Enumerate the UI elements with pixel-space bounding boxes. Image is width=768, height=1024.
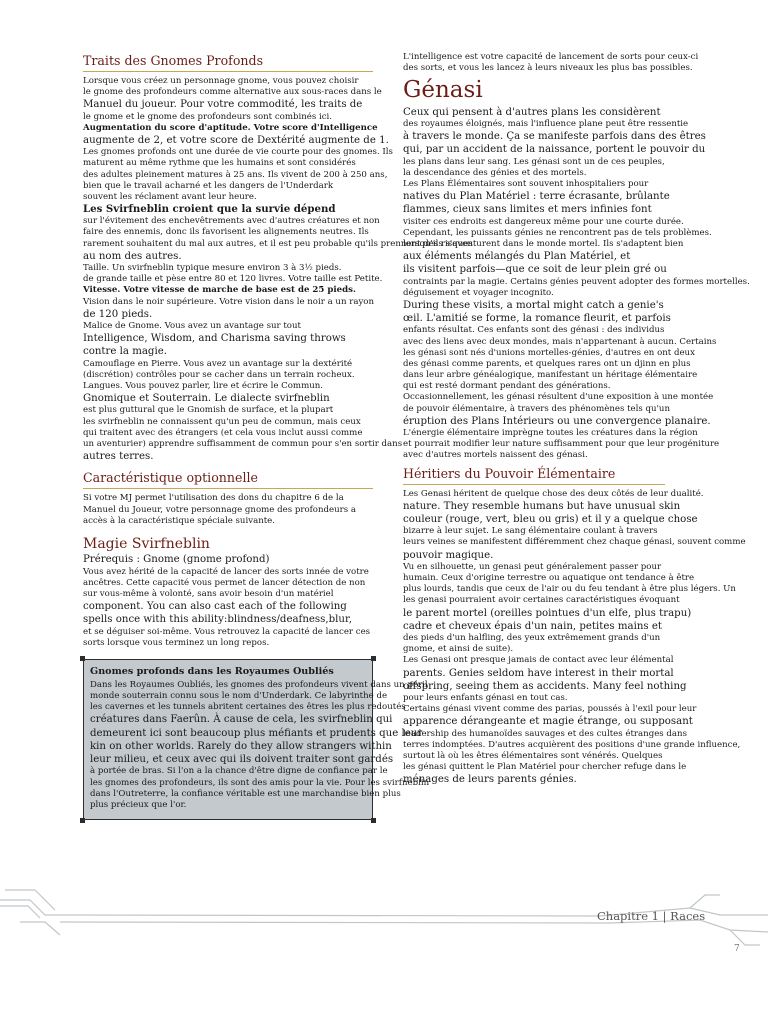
text-line: des génasi comme parents, et quelques rares ont un djinn en plus	[403, 358, 691, 369]
text-line: Gnomique et Souterrain. Le dialecte svirfneblin	[83, 393, 330, 405]
text-line: contraints par la magie. Certains génies peuvent adopter des formes mortelles.	[403, 276, 750, 287]
text-line: Camouflage en Pierre. Vous avez un avantage sur la dextérité	[83, 358, 353, 369]
text-line: la descendance des génies et des mortels.	[403, 167, 587, 178]
text-line: de pouvoir élémentaire, à travers des phénomènes tels qu'un	[403, 403, 671, 414]
text-line: sur l'évitement des enchevêtrements avec d'autres créatures et non	[83, 216, 380, 227]
text-line: Vous avez hérité de la capacité de lancer des sorts innée de votre	[83, 566, 369, 577]
heading-heirs-elemental-power: Héritiers du Pouvoir Élémentaire	[403, 465, 665, 485]
text-line: le gnome des profondeurs comme alternative aux sous-races dans le	[83, 87, 382, 98]
text-line: rarement souhaitent du mal aux autres, et il est peu probable qu'ils prennent des risques	[83, 238, 473, 249]
sidebar-title: Gnomes profonds dans les Royaumes Oubliés	[90, 666, 334, 677]
text-line: L'énergie élémentaire imprègne toutes les créatures dans la région	[403, 428, 698, 439]
right-column	[403, 52, 750, 787]
text-line: des royaumes éloignés, mais l'influence plane peut être ressentie	[403, 118, 689, 129]
text-line: Malice de Gnome. Vous avez un avantage sur tout	[83, 321, 301, 331]
text-line: accès à la caractéristique spéciale suivante.	[83, 515, 276, 526]
text-line: Les Genasi ont presque jamais de contact avec leur élémental	[403, 655, 674, 666]
text-line: Manuel du joueur. Pour votre commodité, les traits de	[83, 99, 363, 111]
text-line: demeurent ici sont beaucoup plus méfiants et prudents que leur	[90, 727, 423, 739]
text-line: Lorsque vous créez un personnage gnome, vous pouvez choisir	[83, 76, 359, 86]
text-line: flammes, cieux sans limites et mers infinies font	[403, 204, 652, 216]
text-line: Prérequis : Gnome (gnome profond)	[83, 554, 270, 566]
text-line: Les Plans Élémentaires sont souvent inhospitaliers pour	[403, 178, 649, 189]
text-line: autres terres.	[83, 451, 154, 463]
genasi-text	[403, 106, 750, 462]
text-line: de 120 pieds.	[83, 308, 153, 320]
text-line: les svirfneblin ne connaissent qu'un peu de commun, mais ceux	[83, 416, 361, 427]
footer-chapter: Chapitre 1 | Races	[597, 909, 706, 923]
intro-text	[403, 52, 699, 74]
text-line: surtout là où les êtres élémentaires sont vénérés. Quelques	[403, 750, 663, 761]
text-line: avec des liens avec deux mondes, mais n'appartenant à aucun. Certains	[403, 336, 717, 347]
text-line: nature. They resemble humans but have unusual skin	[403, 500, 681, 512]
text-line: Occasionnellement, les génasi résultent d'une exposition à une montée	[403, 392, 714, 403]
text-line: Manuel du Joueur, votre personnage gnome des profondeurs a	[83, 504, 356, 515]
text-line: dans leur arbre généalogique, manifestant un héritage élémentaire	[403, 370, 698, 381]
text-line: les plans dans leur sang. Les génasi sont un de ces peuples,	[403, 156, 665, 167]
text-line: Vu en silhouette, un genasi peut généralement passer pour	[403, 561, 662, 572]
text-line: visiter ces endroits est dangereux même pour une courte durée.	[403, 216, 684, 227]
text-line: augmente de 2, et votre score de Dextérité augmente de 1.	[83, 134, 389, 146]
text-line: au nom des autres.	[83, 250, 182, 262]
text-line: Cependant, les puissants génies ne rencontrent pas de tels problèmes.	[403, 227, 712, 238]
text-line: Langues. Vous pouvez parler, lire et écrire le Commun.	[83, 381, 324, 392]
text-line: plus lourds, tandis que ceux de l'air ou du feu tendant à être plus légers. Un	[403, 584, 736, 595]
text-line: During these visits, a mortal might catch a genie's	[403, 299, 664, 311]
text-line: le gnome et le gnome des profondeurs sont combinés ici.	[83, 111, 333, 122]
text-line: lorsqu'ils s'aventurent dans le monde mortel. Ils s'adaptent bien	[403, 238, 684, 249]
heirs-text	[403, 488, 746, 787]
text-line: ménages de leurs parents génies.	[403, 774, 577, 786]
text-line: Si votre MJ permet l'utilisation des dons du chapitre 6 de la	[83, 493, 344, 504]
text-line: Ceux qui pensent à d'autres plans les considèrent	[403, 106, 661, 118]
text-line: de grande taille et pèse entre 80 et 120 livres. Votre taille est Petite.	[83, 274, 383, 285]
text-line: maturent au même rythme que les humains et sont considérés	[83, 158, 356, 169]
text-line: déguisement et voyager incognito.	[403, 287, 554, 298]
text-line: sur vous-même à volonté, sans avoir besoin d'un matériel	[83, 588, 334, 599]
text-line: Taille. Un svirfneblin typique mesure environ 3 à 3½ pieds.	[83, 263, 342, 274]
text-line: Vision dans le noir supérieure. Votre vision dans le noir a un rayon	[83, 296, 375, 307]
text-line: plus précieux que l'or.	[90, 799, 187, 810]
text-line: qui, par un accident de la naissance, portent le pouvoir du	[403, 144, 706, 156]
text-line: souvent les réclament avant leur heure.	[83, 191, 257, 202]
text-line: pour leurs enfants génasi en tout cas.	[403, 693, 568, 704]
text-line: faire des ennemis, donc ils favorisent les alignements neutres. Ils	[83, 227, 369, 238]
text-line: les gnomes des profondeurs, ils sont des amis pour la vie. Pour les svirfneblin	[90, 777, 430, 788]
text-line: Les Svirfneblin croient que la survie dépend	[83, 203, 336, 216]
sidebar-forgotten-realms	[83, 659, 430, 820]
text-line: œil. L'amitié se forme, la romance fleurit, et parfois	[403, 313, 671, 325]
text-line: et se déguiser soi-même. Vous retrouvez la capacité de lancer ces	[83, 626, 371, 637]
text-line: à portée de bras. Si l'on a la chance d'être digne de confiance par le	[90, 766, 388, 777]
text-line: avec d'autres mortels naissent des génasi.	[403, 450, 588, 461]
text-line: gnome, et ainsi de suite).	[403, 644, 514, 655]
text-line: des pieds d'un halfling, des yeux extrêmement grands d'un	[403, 633, 661, 644]
text-line: les cavernes et les tunnels abritent certaines des êtres les plus redoutés	[90, 702, 406, 713]
text-line: monde souterrain connu sous le nom d'Underdark. Ce labyrinthe de	[90, 691, 388, 702]
page-number: 7	[734, 944, 740, 954]
text-line: cadre et cheveux épais d'un nain, petites mains et	[403, 620, 663, 632]
text-line: à travers le monde. Ça se manifeste parfois dans des êtres	[403, 131, 706, 143]
text-line: pouvoir magique.	[403, 549, 494, 561]
text-line: et pourrait modifier leur nature suffisamment pour que leur progéniture	[403, 439, 720, 450]
text-line: des adultes pleinement matures à 25 ans. Ils vivent de 200 à 250 ans,	[83, 169, 388, 180]
text-line: les genasi pourraient avoir certaines caractéristiques évoquant	[403, 595, 680, 606]
text-line: créatures dans Faerûn. À cause de cela, les svirfneblin qui	[90, 714, 393, 726]
text-line: bien que le travail acharné et les dangers de l'Underdark	[83, 180, 334, 191]
text-line: Les gnomes profonds ont une durée de vie courte pour des gnomes. Ils	[83, 147, 393, 158]
text-line: natives du Plan Matériel : terre écrasante, brûlante	[403, 191, 670, 203]
text-line: L'intelligence est votre capacité de lancement de sorts pour ceux-ci	[403, 52, 699, 62]
text-line: ancêtres. Cette capacité vous permet de lancer détection de non	[83, 577, 366, 588]
text-line: parents. Genies seldom have interest in their mortal	[403, 667, 674, 679]
text-line: Intelligence, Wisdom, and Charisma saving throws	[83, 333, 346, 345]
text-line: apparence dérangeante et magie étrange, ou supposant	[403, 716, 693, 728]
sidebar-text	[90, 679, 430, 811]
text-line: qui est resté dormant pendant des générations.	[403, 381, 611, 392]
text-line: aux éléments mélangés du Plan Matériel, et	[403, 251, 631, 263]
text-line: dans l'Outreterre, la confiance véritable est une marchandise bien plus	[90, 788, 401, 799]
text-line: Vitesse. Votre vitesse de marche de base est de 25 pieds.	[83, 285, 356, 296]
magic-text	[83, 553, 373, 649]
heading-optional-feature: Caractéristique optionnelle	[83, 469, 373, 489]
text-line: est plus guttural que le Gnomish de surface, et la plupart	[83, 405, 334, 416]
text-line: Certains génasi vivent comme des parias, poussés à l'exil pour leur	[403, 704, 697, 715]
text-line: leur milieu, et ceux avec qui ils doivent traiter sont gardés	[90, 754, 394, 766]
text-line: humain. Ceux d'origine terrestre ou aquatique ont tendance à être	[403, 573, 695, 584]
heading-svirfneblin-magic: Magie Svirfneblin	[83, 535, 210, 552]
text-line: couleur (rouge, vert, bleu ou gris) et il y a quelque chose	[403, 514, 698, 525]
text-line: leurs veines se manifestent différemment chez chaque génasi, souvent comme	[403, 537, 746, 548]
text-line: offspring, seeing them as accidents. Many feel nothing	[403, 680, 687, 692]
text-line: les génasi quittent le Plan Matériel pour chercher refuge dans le	[403, 762, 687, 773]
text-line: ils visitent parfois—que ce soit de leur plein gré ou	[403, 264, 667, 276]
text-line: un aventurier) apprendre suffisamment de commun pour s'en sortir dans	[83, 438, 403, 449]
text-line: enfants résultat. Ces enfants sont des génasi : des individus	[403, 325, 665, 336]
text-line: terres indomptées. D'autres acquièrent des positions d'une grande influence,	[403, 739, 741, 750]
text-line: éruption des Plans Intérieurs ou une convergence planaire.	[403, 415, 711, 427]
optional-text	[83, 493, 373, 527]
heading-traits: Traits des Gnomes Profonds	[83, 52, 373, 72]
text-line: Augmentation du score d'aptitude. Votre score d'Intelligence	[83, 122, 378, 133]
text-line: bizarre à leur sujet. Le sang élémentaire coulant à travers	[403, 526, 658, 537]
heading-genasi: Génasi	[403, 77, 483, 104]
text-line: kin on other worlds. Rarely do they allow strangers within	[90, 740, 392, 752]
text-line: (discrétion) contrôles pour se cacher dans un terrain rocheux.	[83, 369, 355, 380]
text-line: le parent mortel (oreilles pointues d'un elfe, plus trapu)	[403, 607, 692, 619]
text-line: les génasi sont nés d'unions mortelles-génies, d'autres en ont deux	[403, 347, 695, 358]
text-line: Les Genasi héritent de quelque chose des deux côtés de leur dualité.	[403, 488, 704, 499]
text-line: qui traitent avec des étrangers (et cela vous inclut aussi comme	[83, 427, 363, 438]
text-line: leadership des humanoïdes sauvages et des cultes étranges dans	[403, 728, 687, 739]
text-line: spells once with this ability:blindness/deafness,blur,	[83, 614, 352, 626]
text-line: contre la magie.	[83, 346, 167, 358]
text-line: Dans les Royaumes Oubliés, les gnomes des profondeurs vivent dans un péril	[90, 679, 428, 690]
text-line: des sorts, et vous les lancez à leurs niveaux les plus bas possibles.	[403, 63, 693, 74]
text-line: sorts lorsque vous terminez un long repos.	[83, 637, 270, 648]
text-line: component. You can also cast each of the following	[83, 601, 347, 613]
